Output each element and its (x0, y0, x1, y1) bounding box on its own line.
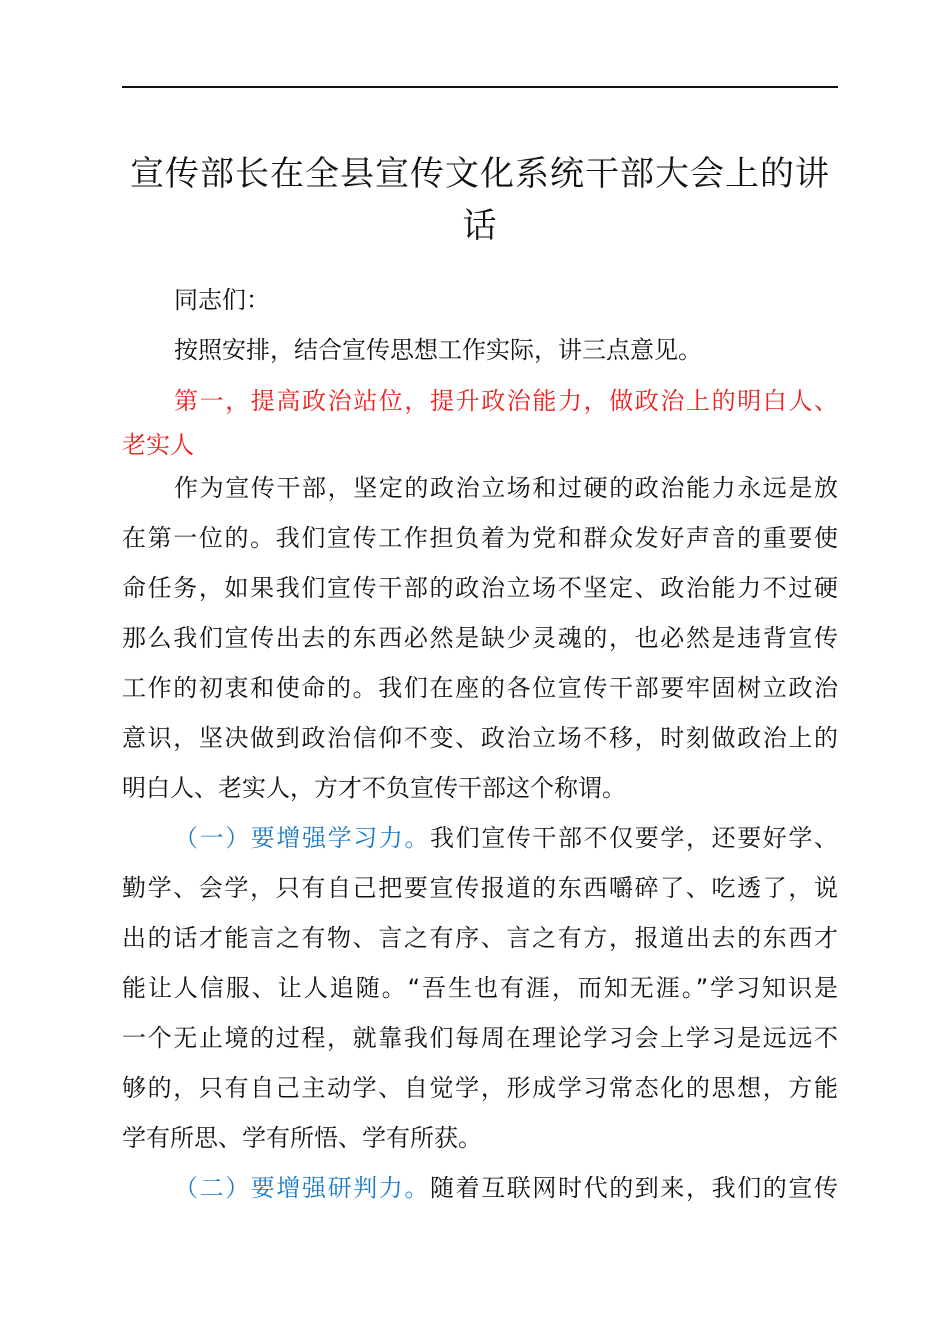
subsection-1-line: 学有所思、学有所悟、学有所获。 (122, 1124, 482, 1152)
section-1-para-line: 那么我们宣传出去的东西必然是缺少灵魂的，也必然是违背宣传 (122, 624, 838, 652)
header-rule (122, 86, 838, 88)
section-1-para-line: 意识，坚决做到政治信仰不变、政治立场不移，时刻做政治上的 (122, 724, 838, 752)
section-1-heading-line-1: 第一，提高政治站位，提升政治能力，做政治上的明白人、 (174, 387, 838, 415)
subsection-1-text: 我们宣传干部不仅要学，还要好学、 (430, 824, 838, 852)
subsection-1-line: 一个无止境的过程，就靠我们每周在理论学习会上学习是远远不 (122, 1024, 838, 1052)
intro-paragraph: 按照安排，结合宣传思想工作实际，讲三点意见。 (174, 336, 702, 364)
salutation: 同志们： (174, 286, 270, 314)
document-title (122, 148, 838, 252)
section-1-para-line: 明白人、老实人，方才不负宣传干部这个称谓。 (122, 774, 626, 802)
section-1-para-line: 在第一位的。我们宣传工作担负着为党和群众发好声音的重要使 (122, 524, 838, 552)
subsection-1-line: 能让人信服、让人追随。“吾生也有涯，而知无涯。”学习知识是 (122, 974, 838, 1002)
section-1-para-line: 工作的初衷和使命的。我们在座的各位宣传干部要牢固树立政治 (122, 674, 838, 702)
subsection-2-text: 随着互联网时代的到来，我们的宣传 (430, 1174, 838, 1202)
subsection-1-heading: （一）要增强学习力。 (174, 824, 430, 852)
subsection-1-line: 勤学、会学，只有自己把要宣传报道的东西嚼碎了、吃透了，说 (122, 874, 838, 902)
subsection-2-heading: （二）要增强研判力。 (174, 1174, 430, 1202)
subsection-1-first-line (122, 821, 838, 855)
subsection-2-first-line (122, 1171, 838, 1205)
title-line-2: 话 (462, 206, 498, 246)
title-line-1: 宣传部长在全县宣传文化系统干部大会上的讲 (130, 154, 830, 194)
subsection-1-line: 出的话才能言之有物、言之有序、言之有方，报道出去的东西才 (122, 924, 838, 952)
subsection-1-line: 够的，只有自己主动学、自觉学，形成学习常态化的思想，方能 (122, 1074, 838, 1102)
section-1-para-line: 命任务，如果我们宣传干部的政治立场不坚定、政治能力不过硬 (122, 574, 838, 602)
section-1-heading-line-2: 老实人 (122, 431, 194, 459)
section-1-para-line: 作为宣传干部，坚定的政治立场和过硬的政治能力永远是放 (174, 474, 838, 502)
